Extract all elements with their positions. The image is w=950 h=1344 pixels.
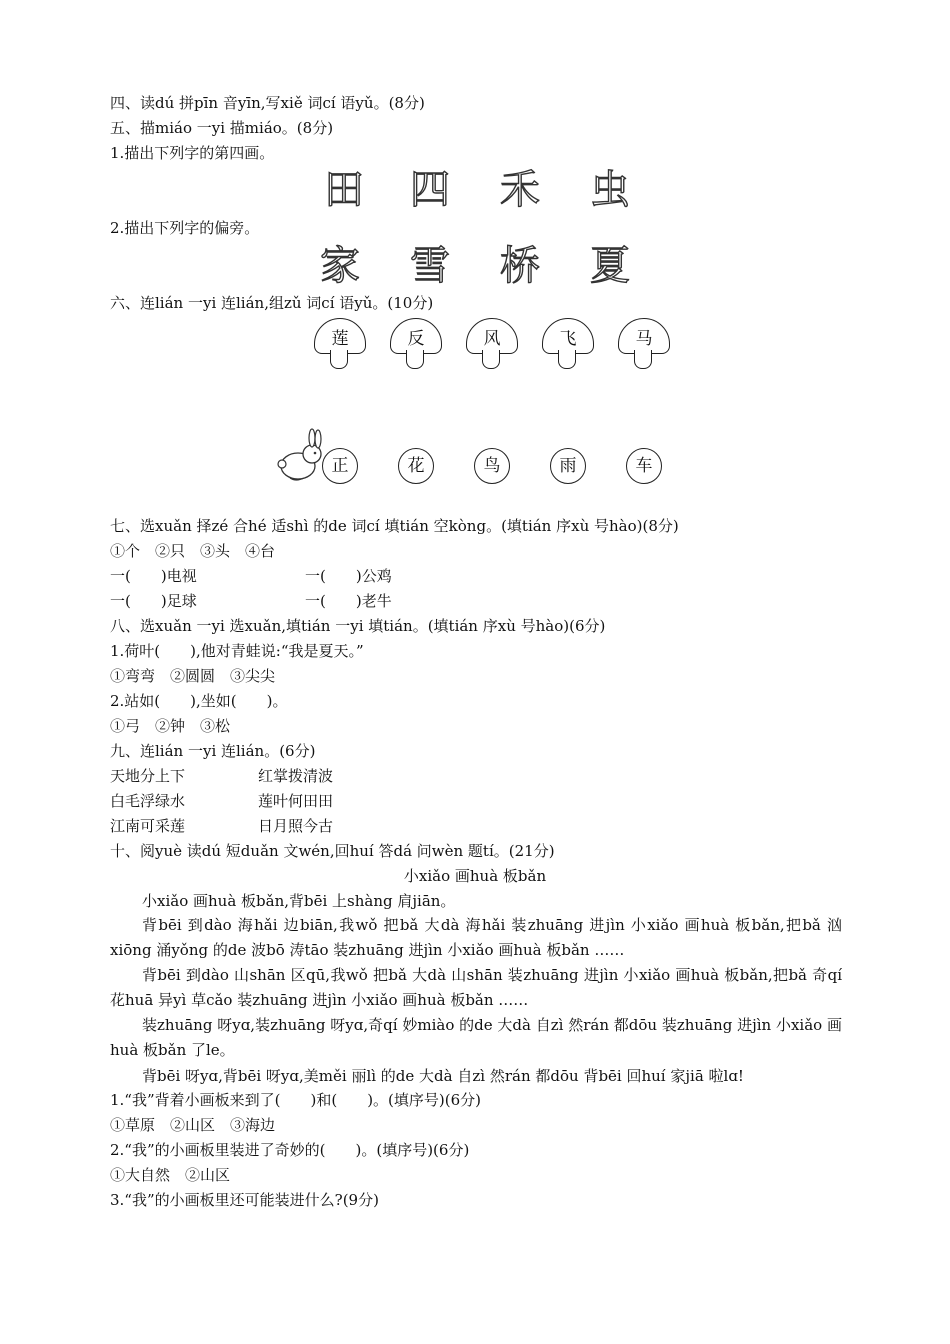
section-10-question-2-options: ①大自然 ②山区 <box>110 1166 231 1184</box>
circle-char-1: 正 <box>322 448 358 484</box>
passage-paragraph-1: 小xiǎo 画huà 板bǎn,背bēi 上shàng 肩jiān。 <box>142 892 456 910</box>
fill-blank-ox: 一( )老牛 <box>305 592 392 610</box>
mushroom-card-1 <box>314 318 366 374</box>
section-8-heading: 八、选xuǎn 一yi 选xuǎn,填tián 一yi 填tián。(填tián 序xù 号hào)(6分) <box>110 617 606 635</box>
match-left-1: 天地分上下 <box>110 767 186 785</box>
match-right-2: 莲叶何田田 <box>258 792 334 810</box>
circle-char-3: 鸟 <box>474 448 510 484</box>
section-5-question-1: 1.描出下列字的第四画。 <box>110 144 275 162</box>
section-10-question-2: 2.“我”的小画板里装进了奇妙的( )。(填序号)(6分) <box>110 1141 470 1159</box>
section-10-question-1-options: ①草原 ②山区 ③海边 <box>110 1116 276 1134</box>
section-4-heading: 四、读dú 拼pīn 音yīn,写xiě 词cí 语yǔ。(8分) <box>110 94 425 112</box>
fill-blank-tv: 一( )电视 <box>110 567 197 585</box>
mushroom-card-4 <box>542 318 594 374</box>
match-right-3: 日月照今古 <box>258 817 334 835</box>
section-7-options: ①个 ②只 ③头 ④台 <box>110 542 276 560</box>
trace-radical-char-4: 夏 <box>590 243 630 289</box>
trace-char-4: 虫 <box>590 167 630 213</box>
section-8-question-1: 1.荷叶( ),他对青蛙说:“我是夏天。” <box>110 642 364 660</box>
section-7-heading: 七、选xuǎn 择zé 合hé 适shì 的de 词cí 填tián 空kòng。(填tián 序xù 号hào)(8分) <box>110 517 679 535</box>
match-right-1: 红掌拨清波 <box>258 767 334 785</box>
fill-blank-rooster: 一( )公鸡 <box>305 567 392 585</box>
fill-blank-football: 一( )足球 <box>110 592 197 610</box>
trace-radical-char-1: 家 <box>320 243 360 289</box>
section-10-question-1: 1.“我”背着小画板来到了( )和( )。(填序号)(6分) <box>110 1091 482 1109</box>
match-left-2: 白毛浮绿水 <box>110 792 186 810</box>
rabbit-icon <box>276 428 326 484</box>
trace-char-2: 四 <box>410 167 450 213</box>
mushroom-card-5 <box>618 318 670 374</box>
trace-radical-char-2: 雪 <box>410 243 450 289</box>
section-6-heading: 六、连lián 一yi 连lián,组zǔ 词cí 语yǔ。(10分) <box>110 294 434 312</box>
mushroom-char: 马 <box>635 329 653 349</box>
circle-char-2: 花 <box>398 448 434 484</box>
section-10-heading: 十、阅yuè 读dú 短duǎn 文wén,回huí 答dá 问wèn 题tí。(21分) <box>110 842 555 860</box>
passage-paragraph-2: 背bēi 到dào 海hǎi 边biān,我wǒ 把bǎ 大dà 海hǎi 装zhuāng 进jìn 小xiǎo 画huà 板bǎn,把bǎ 汹xiōng 涌yǒng 的de 波bō 涛tāo 装zhuāng 进jìn 小xiǎo 画huà 板bǎn …… <box>110 916 842 959</box>
section-5-heading: 五、描miáo 一yi 描miáo。(8分) <box>110 119 334 137</box>
section-5-question-2: 2.描出下列字的偏旁。 <box>110 219 260 237</box>
passage-title: 小xiǎo 画huà 板bǎn <box>403 867 547 885</box>
passage-paragraph-4: 装zhuāng 呀yɑ,装zhuāng 呀yɑ,奇qí 妙miào 的de 大dà 自zì 然rán 都dōu 装zhuāng 进jìn 小xiǎo 画huà 板bǎn 了le。 <box>110 1016 842 1059</box>
section-8-question-1-options: ①弯弯 ②圆圆 ③尖尖 <box>110 667 276 685</box>
mushroom-card-3 <box>466 318 518 374</box>
section-10-question-3: 3.“我”的小画板里还可能装进什么?(9分) <box>110 1191 379 1209</box>
section-8-question-2: 2.站如( ),坐如( )。 <box>110 692 288 710</box>
trace-char-1: 田 <box>324 167 364 213</box>
mushroom-char: 飞 <box>559 329 577 349</box>
trace-char-3: 禾 <box>500 167 540 213</box>
section-9-heading: 九、连lián 一yi 连lián。(6分) <box>110 742 316 760</box>
section-8-question-2-options: ①弓 ②钟 ③松 <box>110 717 231 735</box>
trace-radical-char-3: 桥 <box>500 243 540 289</box>
mushroom-char: 反 <box>407 329 425 349</box>
circle-char-4: 雨 <box>550 448 586 484</box>
passage-paragraph-3: 背bēi 到dào 山shān 区qū,我wǒ 把bǎ 大dà 山shān 装zhuāng 进jìn 小xiǎo 画huà 板bǎn,把bǎ 奇qí 花huā 异yì 草cǎo 装zhuāng 进jìn 小xiǎo 画huà 板bǎn …… <box>110 966 842 1009</box>
mushroom-char: 莲 <box>331 329 349 349</box>
circle-char-5: 车 <box>626 448 662 484</box>
mushroom-char: 风 <box>483 329 501 349</box>
passage-paragraph-5: 背bēi 呀yɑ,背bēi 呀yɑ,美měi 丽lì 的de 大dà 自zì 然rán 都dōu 背bēi 回huí 家jiā 啦lɑ! <box>142 1067 744 1085</box>
match-left-3: 江南可采莲 <box>110 817 186 835</box>
mushroom-card-2 <box>390 318 442 374</box>
